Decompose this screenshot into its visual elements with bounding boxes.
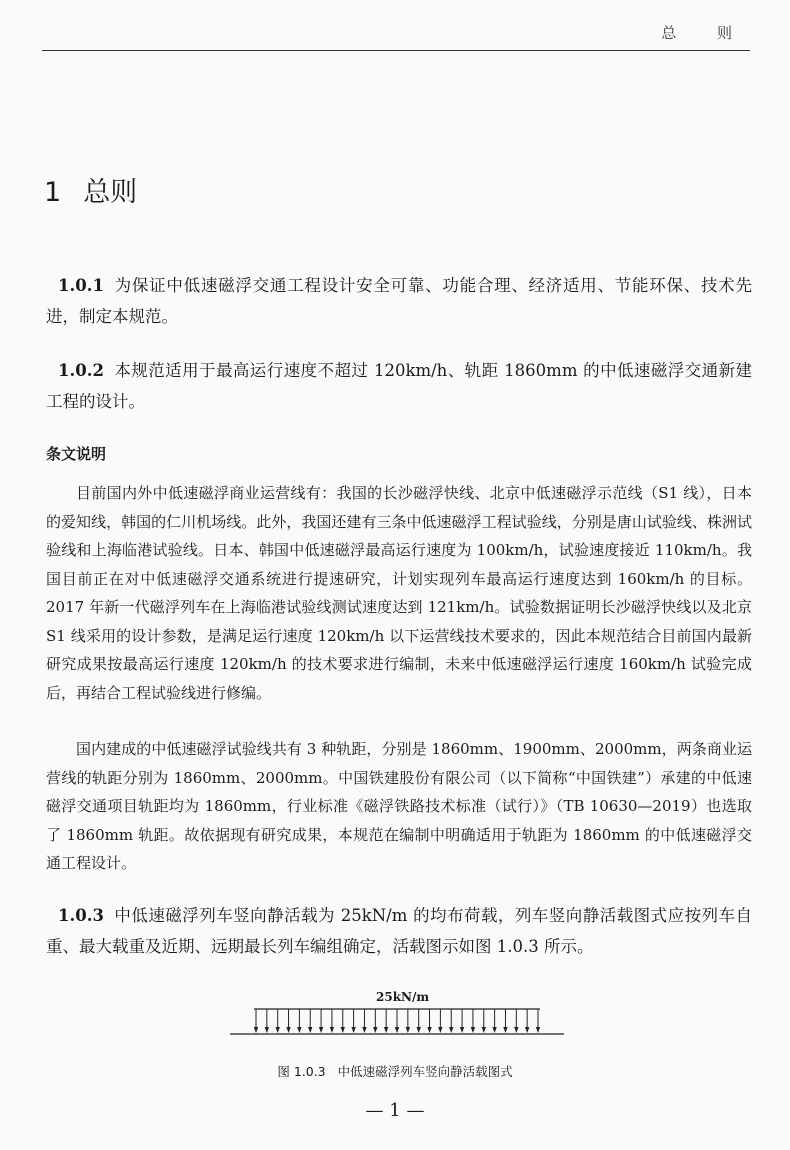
load-arrow-head (254, 1027, 258, 1033)
load-arrow-head (406, 1027, 410, 1033)
load-arrow-head (471, 1027, 475, 1033)
page-number: — 1 — (365, 1100, 425, 1121)
load-arrow-head (503, 1027, 507, 1033)
clause-number: 1.0.1 (58, 276, 104, 295)
load-arrow-head (482, 1027, 486, 1033)
clause-number: 1.0.3 (58, 906, 104, 925)
header-divider (42, 50, 750, 51)
load-arrow-head (438, 1027, 442, 1033)
chapter-number: 1 (44, 177, 62, 209)
load-arrow-head (514, 1027, 518, 1033)
load-arrow-head (362, 1027, 366, 1033)
load-arrow-head (286, 1027, 290, 1033)
load-arrow-head (525, 1027, 529, 1033)
load-arrow-head (341, 1027, 345, 1033)
figure-caption-text: 中低速磁浮列车竖向静活载图式 (337, 1064, 513, 1079)
load-arrow-head (449, 1027, 453, 1033)
clause-text: 为保证中低速磁浮交通工程设计安全可靠、功能合理、经济适用、节能环保、技术先进，制定本规范。 (46, 276, 752, 326)
clause-1-0-3 (46, 900, 752, 962)
figure-caption (0, 1062, 790, 1080)
load-arrow-head (330, 1027, 334, 1033)
explanation-paragraph: 目前国内外中低速磁浮商业运营线有：我国的长沙磁浮快线、北京中低速磁浮示范线（S1 线），日本的爱知线，韩国的仁川机场线。此外，我国还建有三条中低速磁浮工程试验线，分别是唐山试验线、株洲试验线和上海临港试验线。日本、韩国中低速磁浮最高运行速度为 100km/h，试验速度接近 110km/h。我国目前正在对中低速磁浮交通系统进行提速研究，计划实现列车最高运行速度达到 160km/h 的目标。2017 年新一代磁浮列车在上海临港试验线测试速度达到 121km/h。试验数据证明长沙磁浮快线以及北京 S1 线采用的设计参数，是满足运行速度 120km/h 以下运营线技术要求的，因此本规范结合目前国内最新研究成果按最高运行速度 120km/h 的技术要求进行编制，未来中低速磁浮运行速度 160km/h 试验完成后，再结合工程试验线进行修编。 (46, 484, 752, 702)
load-arrow-head (308, 1027, 312, 1033)
explanation-title: 条文说明 (46, 445, 107, 463)
load-arrow-head (427, 1027, 431, 1033)
load-arrow-head (297, 1027, 301, 1033)
figure-number: 图 1.0.3 (277, 1064, 326, 1079)
running-header: 总 则 (661, 24, 750, 42)
explanation-paragraph: 国内建成的中低速磁浮试验线共有 3 种轨距，分别是 1860mm、1900mm、2000mm，两条商业运营线的轨距分别为 1860mm、2000mm。中国铁建股份有限公司（以下简称“中国铁建”）承建的中低速磁浮交通项目轨距均为 1860mm，行业标准《磁浮铁路技术标准（试行）》（TB 10630—2019）也选取了 1860mm 轨距。故依据现有研究成果，本规范在编制中明确适用于轨距为 1860mm 的中低速磁浮交通工程设计。 (46, 740, 752, 872)
clause-1-0-1 (46, 270, 752, 332)
load-arrow-head (275, 1027, 279, 1033)
load-arrow-head (416, 1027, 420, 1033)
load-arrow-head (373, 1027, 377, 1033)
clause-number: 1.0.2 (58, 361, 104, 380)
load-arrows (254, 1009, 540, 1033)
load-arrow-head (536, 1027, 540, 1033)
load-arrow-head (351, 1027, 355, 1033)
load-diagram (230, 1006, 564, 1040)
load-arrow-head (395, 1027, 399, 1033)
load-arrow-head (492, 1027, 496, 1033)
chapter-title: 总则 (83, 177, 138, 209)
clause-text: 本规范适用于最高运行速度不超过 120km/h、轨距 1860mm 的中低速磁浮交通新建工程的设计。 (46, 361, 752, 411)
load-arrow-head (265, 1027, 269, 1033)
load-arrow-head (384, 1027, 388, 1033)
chapter-heading (44, 170, 137, 209)
load-arrow-head (319, 1027, 323, 1033)
clause-1-0-2 (46, 355, 752, 417)
load-arrow-head (460, 1027, 464, 1033)
load-label: 25kN/m (376, 990, 430, 1004)
clause-text: 中低速磁浮列车竖向静活载为 25kN/m 的均布荷载，列车竖向静活载图式应按列车自重、最大载重及近期、远期最长列车编组确定，活载图示如图 1.0.3 所示。 (46, 906, 752, 956)
